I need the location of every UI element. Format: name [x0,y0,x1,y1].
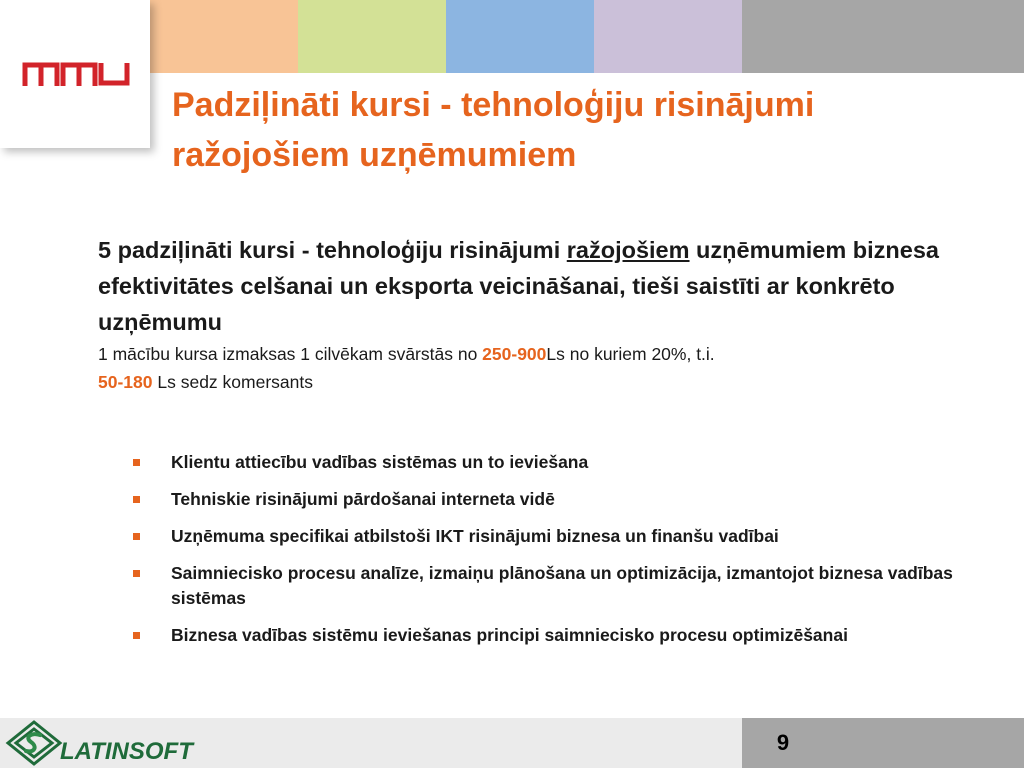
logo-box [0,0,150,148]
list-item-text: Uzņēmuma specifikai atbilstoši IKT risinājumi biznesa un finanšu vadībai [171,526,779,546]
intro-heading-part-1: 5 padziļināti kursi - tehnoloģiju risinājumi [98,237,567,263]
list-item [133,561,993,611]
course-list [133,450,993,660]
page-number: 9 [776,730,790,755]
bullet-square-icon [133,570,140,577]
latinsoft-logo-text: LATINSOFT [60,738,193,765]
intro-block [98,232,978,396]
slide-title-line-2: ražojošiem uzņēmumiem [172,136,577,174]
color-band-green [298,0,446,73]
cost-suffix: Ls sedz komersants [152,372,313,392]
cost-range: 250-900 [482,344,547,364]
list-item [133,524,993,549]
list-item [133,450,993,475]
list-item-text: Saimniecisko procesu analīze, izmaiņu plānošana un optimizācija, izmantojot biznesa vadības sistēmas [171,563,953,608]
header-color-bands [150,0,1024,73]
slide-title [172,80,992,180]
mmu-logo [22,60,132,88]
bullet-square-icon [133,496,140,503]
intro-cost-text [98,340,978,396]
intro-heading [98,232,978,340]
list-item [133,487,993,512]
bullet-square-icon [133,459,140,466]
list-item-text: Klientu attiecību vadības sistēmas un to ieviešana [171,452,589,472]
intro-heading-part-2: uzņēmumiem biznesa efektivitātes celšanai un eksporta veicināšanai, tieši saistīti ar konkrēto uzņēmumu [98,237,939,335]
list-item [133,623,993,648]
bullet-square-icon [133,533,140,540]
cost-middle: Ls no kuriem 20%, t.i. [546,344,715,364]
slide-title-line-1: Padziļināti kursi - tehnoloģiju risinājumi [172,86,815,124]
list-item-text: Biznesa vadības sistēmu ieviešanas principi saimniecisko procesu optimizēšanai [171,625,848,645]
color-band-orange [150,0,298,73]
cost-prefix: 1 mācību kursa izmaksas 1 cilvēkam svārstās no [98,344,483,364]
list-item-text: Tehniskie risinājumi pārdošanai interneta vidē [171,489,555,509]
share-range: 50-180 [98,372,153,392]
bullet-square-icon [133,632,140,639]
latinsoft-logo-icon [4,720,64,766]
color-band-blue [446,0,594,73]
color-band-gray [742,0,1024,73]
color-band-purple [594,0,742,73]
intro-heading-underlined: ražojošiem [566,237,690,263]
